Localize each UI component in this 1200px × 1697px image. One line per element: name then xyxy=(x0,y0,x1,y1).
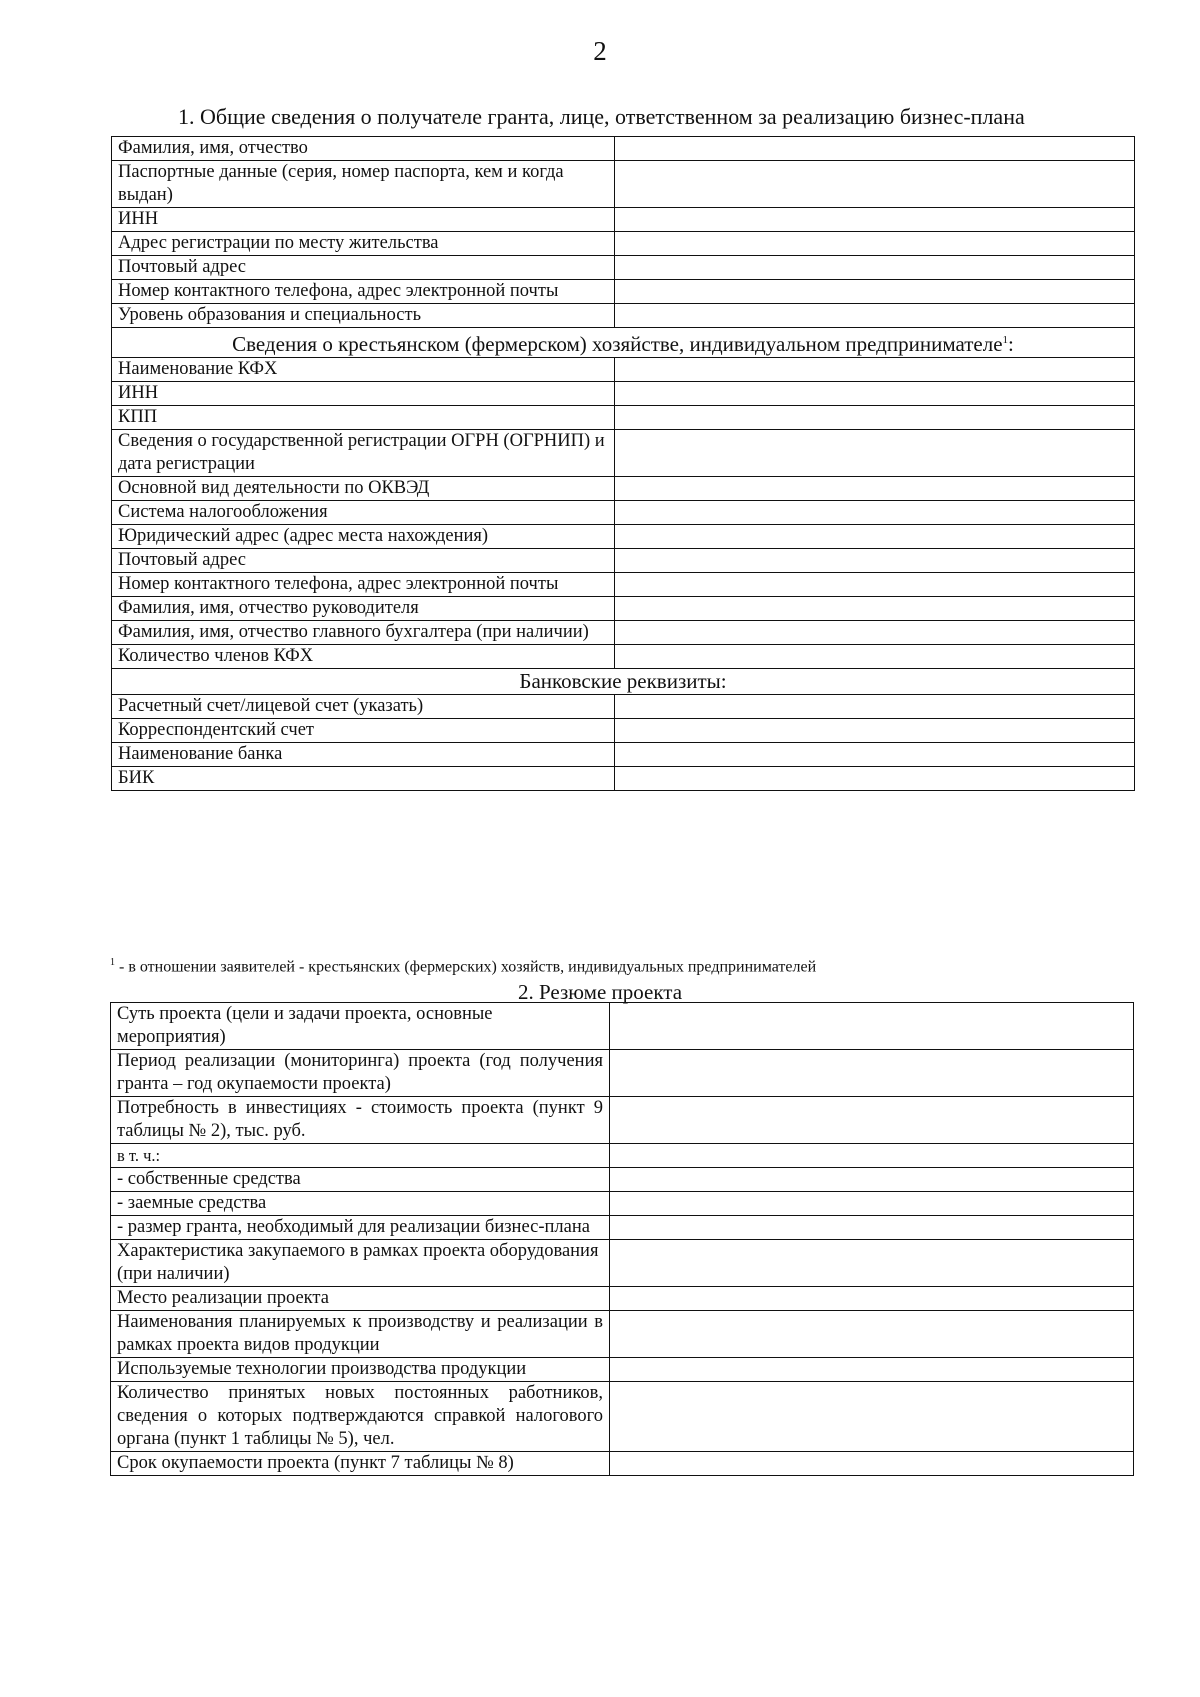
value-cell[interactable] xyxy=(610,1287,1134,1311)
table-row xyxy=(111,1358,1134,1382)
table-row xyxy=(111,1192,1134,1216)
row-label: в т. ч.: xyxy=(111,1144,610,1168)
table-row xyxy=(112,232,1135,256)
table-row xyxy=(112,621,1135,645)
farm-section-header-row xyxy=(112,328,1135,358)
value-cell[interactable] xyxy=(615,525,1135,549)
row-label: - размер гранта, необходимый для реализации бизнес-плана xyxy=(111,1216,610,1240)
bank-section-header-row xyxy=(112,669,1135,695)
value-cell[interactable] xyxy=(610,1358,1134,1382)
row-label: Наименование банка xyxy=(112,743,615,767)
value-cell[interactable] xyxy=(615,645,1135,669)
row-label: Период реализации (мониторинга) проекта (год получения гранта – год окупаемости проекта) xyxy=(111,1050,610,1097)
row-label: Сведения о государственной регистрации ОГРН (ОГРНИП) и дата регистрации xyxy=(112,430,615,477)
value-cell[interactable] xyxy=(615,358,1135,382)
project-summary-table xyxy=(110,1002,1134,1476)
value-cell[interactable] xyxy=(615,621,1135,645)
table-row xyxy=(111,1240,1134,1287)
row-label: Юридический адрес (адрес места нахождения) xyxy=(112,525,615,549)
row-label: Адрес регистрации по месту жительства xyxy=(112,232,615,256)
value-cell[interactable] xyxy=(615,695,1135,719)
row-label: Уровень образования и специальность xyxy=(112,304,615,328)
table-row xyxy=(112,358,1135,382)
table-row xyxy=(112,477,1135,501)
table-row xyxy=(111,1050,1134,1097)
row-label: Количество принятых новых постоянных работников, сведения о которых подтверждаются справкой налогового органа (пункт 1 таблицы № 5), чел. xyxy=(111,1382,610,1452)
table-row xyxy=(111,1168,1134,1192)
table-row xyxy=(111,1097,1134,1144)
value-cell[interactable] xyxy=(610,1097,1134,1144)
value-cell[interactable] xyxy=(615,382,1135,406)
row-label: Наименования планируемых к производству и реализации в рамках проекта видов продукции xyxy=(111,1311,610,1358)
section-1-title: 1. Общие сведения о получателе гранта, лице, ответственном за реализацию бизнес-плана xyxy=(178,104,1025,129)
row-label: Используемые технологии производства продукции xyxy=(111,1358,610,1382)
value-cell[interactable] xyxy=(610,1240,1134,1287)
value-cell[interactable] xyxy=(615,430,1135,477)
value-cell[interactable] xyxy=(615,549,1135,573)
row-label: ИНН xyxy=(112,208,615,232)
row-label: Характеристика закупаемого в рамках проекта оборудования (при наличии) xyxy=(111,1240,610,1287)
farm-header-colon: : xyxy=(1008,332,1014,356)
value-cell[interactable] xyxy=(610,1452,1134,1476)
value-cell[interactable] xyxy=(610,1144,1134,1168)
row-label: ИНН xyxy=(112,382,615,406)
table-row xyxy=(112,695,1135,719)
footnote-mark: 1 xyxy=(110,957,115,968)
row-label: - заемные средства xyxy=(111,1192,610,1216)
row-label: Наименование КФХ xyxy=(112,358,615,382)
value-cell[interactable] xyxy=(615,767,1135,791)
row-label: Потребность в инвестициях - стоимость проекта (пункт 9 таблицы № 2), тыс. руб. xyxy=(111,1097,610,1144)
table-row xyxy=(112,382,1135,406)
footnote-ref: 1 xyxy=(1002,334,1009,346)
table-row xyxy=(112,743,1135,767)
value-cell[interactable] xyxy=(615,719,1135,743)
table-row xyxy=(112,767,1135,791)
table-row xyxy=(112,430,1135,477)
table-row xyxy=(111,1382,1134,1452)
row-label: Система налогообложения xyxy=(112,501,615,525)
footnote xyxy=(110,957,816,976)
table-row xyxy=(112,406,1135,430)
table-row xyxy=(112,525,1135,549)
table-row xyxy=(111,1144,1134,1168)
page-number: 2 xyxy=(593,36,607,66)
row-label: Фамилия, имя, отчество xyxy=(112,137,615,161)
value-cell[interactable] xyxy=(615,161,1135,208)
table-row xyxy=(111,1216,1134,1240)
table-row xyxy=(112,256,1135,280)
farm-section-header xyxy=(112,328,1135,358)
row-label: Номер контактного телефона, адрес электронной почты xyxy=(112,280,615,304)
footnote-text: - в отношении заявителей - крестьянских (фермерских) хозяйств, индивидуальных предпринимателей xyxy=(115,958,817,976)
bank-section-header: Банковские реквизиты: xyxy=(112,669,1135,695)
value-cell[interactable] xyxy=(615,280,1135,304)
row-label: Фамилия, имя, отчество главного бухгалтера (при наличии) xyxy=(112,621,615,645)
table-row xyxy=(112,280,1135,304)
table-row xyxy=(112,137,1135,161)
farm-header-text: Сведения о крестьянском (фермерском) хозяйстве, индивидуальном предпринимателе xyxy=(232,332,1003,356)
recipient-info-table xyxy=(111,136,1135,791)
table-row xyxy=(112,501,1135,525)
row-label: Срок окупаемости проекта (пункт 7 таблицы № 8) xyxy=(111,1452,610,1476)
table-row xyxy=(112,597,1135,621)
value-cell[interactable] xyxy=(615,573,1135,597)
value-cell[interactable] xyxy=(615,208,1135,232)
value-cell[interactable] xyxy=(615,501,1135,525)
value-cell[interactable] xyxy=(610,1168,1134,1192)
table-row xyxy=(112,719,1135,743)
value-cell[interactable] xyxy=(615,406,1135,430)
value-cell[interactable] xyxy=(615,232,1135,256)
table-row xyxy=(112,549,1135,573)
table-row xyxy=(111,1003,1134,1050)
row-label: Фамилия, имя, отчество руководителя xyxy=(112,597,615,621)
row-label: Количество членов КФХ xyxy=(112,645,615,669)
row-label: Паспортные данные (серия, номер паспорта, кем и когда выдан) xyxy=(112,161,615,208)
value-cell[interactable] xyxy=(615,743,1135,767)
value-cell[interactable] xyxy=(615,137,1135,161)
row-label: Номер контактного телефона, адрес электронной почты xyxy=(112,573,615,597)
value-cell[interactable] xyxy=(610,1192,1134,1216)
table-row xyxy=(112,208,1135,232)
value-cell[interactable] xyxy=(610,1382,1134,1452)
row-label: - собственные средства xyxy=(111,1168,610,1192)
value-cell[interactable] xyxy=(610,1311,1134,1358)
value-cell[interactable] xyxy=(615,597,1135,621)
value-cell[interactable] xyxy=(615,477,1135,501)
table-row xyxy=(112,304,1135,328)
row-label: Почтовый адрес xyxy=(112,549,615,573)
row-label: БИК xyxy=(112,767,615,791)
row-label: Корреспондентский счет xyxy=(112,719,615,743)
table-row xyxy=(111,1311,1134,1358)
value-cell[interactable] xyxy=(610,1003,1134,1050)
row-label: Расчетный счет/лицевой счет (указать) xyxy=(112,695,615,719)
row-label: Почтовый адрес xyxy=(112,256,615,280)
row-label: Основной вид деятельности по ОКВЭД xyxy=(112,477,615,501)
table-row xyxy=(112,645,1135,669)
row-label: Суть проекта (цели и задачи проекта, основные мероприятия) xyxy=(111,1003,610,1050)
row-label: Место реализации проекта xyxy=(111,1287,610,1311)
value-cell[interactable] xyxy=(610,1050,1134,1097)
table-row xyxy=(111,1452,1134,1476)
row-label: КПП xyxy=(112,406,615,430)
table-row xyxy=(112,573,1135,597)
value-cell[interactable] xyxy=(615,256,1135,280)
value-cell[interactable] xyxy=(610,1216,1134,1240)
value-cell[interactable] xyxy=(615,304,1135,328)
table-row xyxy=(112,161,1135,208)
table-row xyxy=(111,1287,1134,1311)
section-2-title: 2. Резюме проекта xyxy=(517,980,683,1004)
